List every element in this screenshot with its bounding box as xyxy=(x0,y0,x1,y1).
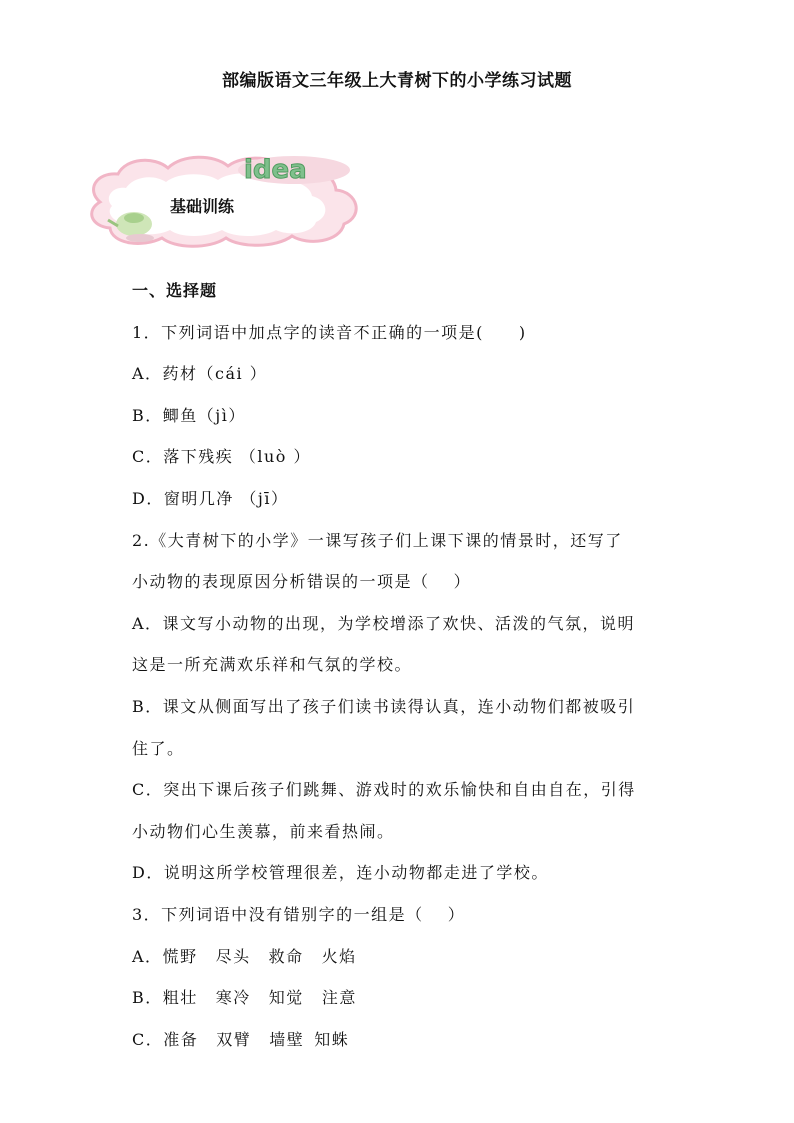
question-2-option-b-line1: B．课文从侧面写出了孩子们读书读得认真，连小动物们都被吸引 xyxy=(132,696,636,716)
svg-text:idea: idea xyxy=(244,155,307,184)
option-word: 准备 xyxy=(163,1029,199,1049)
option-word: 尽头 xyxy=(215,946,251,966)
option-word: 知觉 xyxy=(268,988,304,1008)
idea-logo-icon xyxy=(240,154,360,184)
option-letter: A． xyxy=(132,946,163,966)
question-2-stem-line1: 2.《大青树下的小学》一课写孩子们上课下课的情景时，还写了 xyxy=(132,530,623,550)
question-1-option-b: B．鲫鱼（jì） xyxy=(132,405,246,425)
option-word: 救命 xyxy=(268,946,304,966)
question-2-option-a-line2: 这是一所充满欢乐祥和气氛的学校。 xyxy=(132,655,413,675)
option-letter: C． xyxy=(132,1029,164,1049)
question-2-option-d: D．说明这所学校管理很差，连小动物都走进了学校。 xyxy=(132,863,549,883)
question-3-option-c xyxy=(132,1019,672,1061)
question-2-option-c-line1: C．突出下课后孩子们跳舞、游戏时的欢乐愉快和自由自在，引得 xyxy=(132,780,636,800)
question-2-option-a-line1: A．课文写小动物的出现，为学校增添了欢快、活泼的气氛，说明 xyxy=(132,613,636,633)
question-1-option-a: A．药材（cái ） xyxy=(132,364,268,384)
question-2-option-c-line2: 小动物们心生羡慕，前来看热闹。 xyxy=(132,821,395,841)
question-1-stem: 1．下列词语中加点字的读音不正确的一项是( ) xyxy=(132,322,527,342)
option-word: 墙壁 xyxy=(269,1029,305,1049)
question-3-option-a xyxy=(132,936,672,978)
option-word: 知蛛 xyxy=(314,1029,350,1049)
option-letter: B． xyxy=(132,988,163,1008)
question-1-option-c: C．落下残疾 （luò ） xyxy=(132,447,311,467)
option-word: 火焰 xyxy=(321,946,357,966)
question-2-stem-line2: 小动物的表现原因分析错误的一项是（ ） xyxy=(132,572,472,592)
document-title: 部编版语文三年级上大青树下的小学练习试题 xyxy=(222,71,572,91)
section-heading: 一、选择题 xyxy=(132,281,218,300)
question-3-stem: 3．下列词语中没有错别字的一组是（ ） xyxy=(132,904,466,924)
exercise-content xyxy=(132,270,672,1060)
section-banner xyxy=(82,150,382,250)
option-word: 寒冷 xyxy=(215,988,251,1008)
option-word: 粗壮 xyxy=(162,988,198,1008)
option-word: 注意 xyxy=(321,988,357,1008)
question-3-option-b xyxy=(132,977,672,1019)
banner-label: 基础训练 xyxy=(170,197,235,216)
option-word: 慌野 xyxy=(162,946,198,966)
option-word: 双臂 xyxy=(216,1029,252,1049)
question-2-option-b-line2: 住了。 xyxy=(132,738,185,758)
question-1-option-d: D．窗明几净 （jī） xyxy=(132,488,289,508)
